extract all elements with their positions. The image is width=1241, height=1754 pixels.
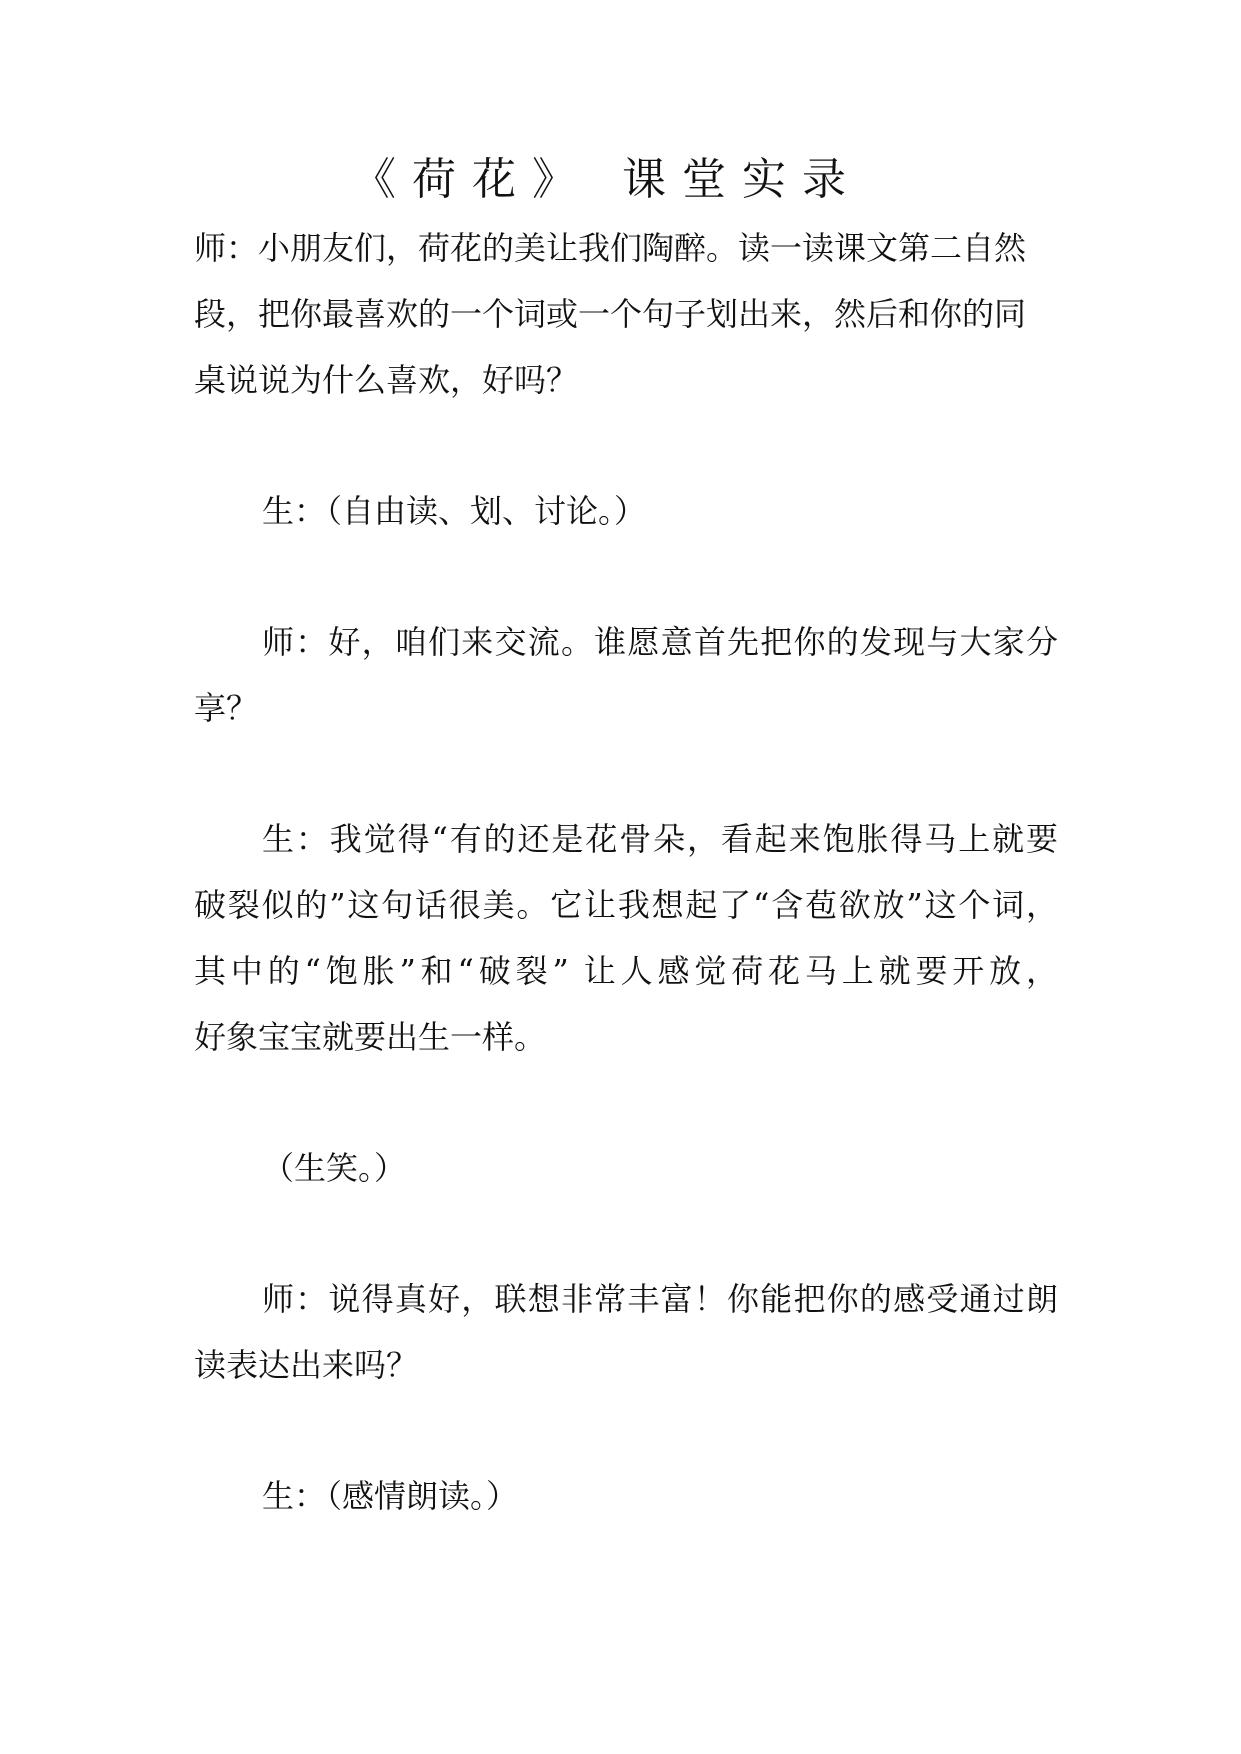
paragraph-line: 生：（自由读、划、讨论。） <box>262 492 647 530</box>
student-utterance <box>194 1463 1058 1529</box>
paragraph-line: 师：小朋友们，荷花的美让我们陶醉。读一读课文第二自然 <box>194 229 1027 267</box>
student-utterance <box>194 806 1058 1070</box>
document-body <box>194 215 1058 1594</box>
paragraph-line: 师：说得真好，联想非常丰富！你能把你的感受通过朗 <box>262 1280 1058 1318</box>
paragraph-line: （生笑。） <box>262 1149 407 1187</box>
paragraph-line: 读表达出来吗？ <box>194 1346 419 1384</box>
paragraph-line: 好象宝宝就要出生一样。 <box>194 1018 547 1056</box>
paragraph-line: 破裂似的”这句话很美。它让我想起了“含苞欲放”这个词， <box>194 886 1058 924</box>
teacher-utterance <box>194 609 1058 741</box>
teacher-utterance <box>194 1266 1058 1398</box>
paragraph-line: 生：我觉得“有的还是花骨朵，看起来饱胀得马上就要 <box>262 820 1058 858</box>
paragraph-line: 生：（感情朗读。） <box>262 1477 519 1515</box>
paragraph-line: 享？ <box>194 689 259 727</box>
paragraph-line: 师：好，咱们来交流。谁愿意首先把你的发现与大家分 <box>262 623 1058 661</box>
paragraph-line: 桌说说为什么喜欢，好吗？ <box>194 361 579 399</box>
student-utterance <box>194 478 1058 544</box>
paragraph-line: 段，把你最喜欢的一个词或一个句子划出来，然后和你的同 <box>194 295 1027 333</box>
teacher-utterance <box>194 215 1058 413</box>
stage-direction <box>194 1135 1058 1201</box>
paragraph-line: 其中的“饱胀”和“破裂” 让人感觉荷花马上就要开放， <box>194 952 1058 990</box>
document-title: 《荷花》 课堂实录 <box>352 154 862 205</box>
